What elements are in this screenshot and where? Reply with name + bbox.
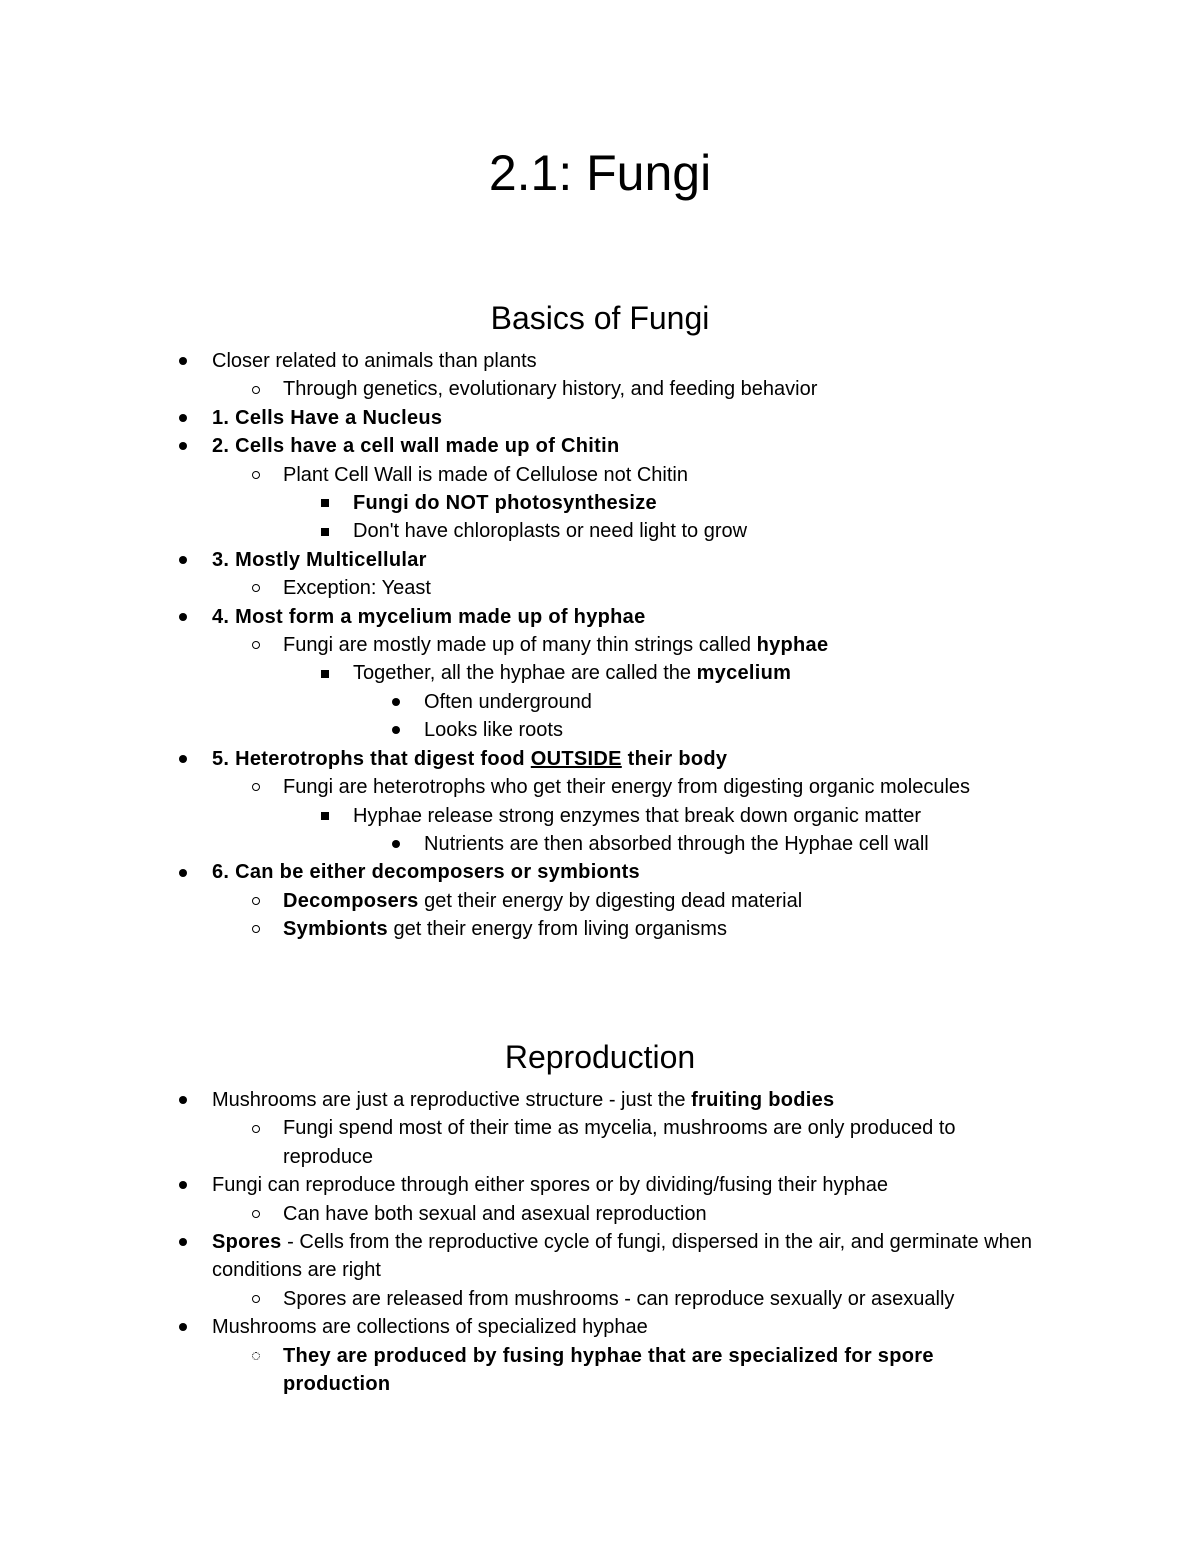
list-item xyxy=(0,404,1200,432)
page-title: 2.1: Fungi xyxy=(488,145,712,201)
bullet-dot-icon xyxy=(389,716,403,744)
bullet-dot-icon xyxy=(176,347,190,375)
section-heading-reproduction: Reproduction xyxy=(504,1039,696,1075)
list-item-text: 3. Mostly Multicellular xyxy=(212,548,427,571)
list-item xyxy=(0,1313,1200,1341)
list-item-text: Fungi are mostly made up of many thin strings called hyphae xyxy=(283,634,829,657)
list-item-text: Nutrients are then absorbed through the Hyphae cell wall xyxy=(424,832,929,855)
reproduction-list xyxy=(0,1086,1200,1398)
list-item xyxy=(0,461,1200,489)
list-item-text: Symbionts get their energy from living organisms xyxy=(283,918,727,941)
list-item-text: Spores - Cells from the reproductive cycle of fungi, dispersed in the air, and germinate when conditions are right xyxy=(212,1231,1032,1282)
bullet-dot-icon xyxy=(176,1313,190,1341)
list-item xyxy=(0,858,1200,886)
list-item xyxy=(0,773,1200,801)
list-item xyxy=(0,915,1200,943)
list-item xyxy=(0,659,1200,687)
list-item xyxy=(0,830,1200,858)
list-item-text: Fungi are heterotrophs who get their energy from digesting organic molecules xyxy=(283,776,971,799)
bullet-dot-icon xyxy=(176,1171,190,1199)
list-item xyxy=(0,1228,1200,1285)
bullet-circle-icon xyxy=(249,375,263,403)
list-item xyxy=(0,432,1200,460)
bullet-dot-icon xyxy=(389,688,403,716)
bullet-circle-icon xyxy=(249,1200,263,1228)
list-item-text: Mushrooms are just a reproductive structure - just the fruiting bodies xyxy=(212,1089,835,1111)
bullet-circle-icon xyxy=(249,1114,263,1142)
bullet-dot-icon xyxy=(176,404,190,432)
list-item-text: Hyphae release strong enzymes that break down organic matter xyxy=(353,804,922,827)
bullet-dot-icon xyxy=(176,745,190,773)
list-item-text: Through genetics, evolutionary history, and feeding behavior xyxy=(283,378,818,401)
bullet-circle-icon xyxy=(249,1285,263,1313)
list-item-text: Often underground xyxy=(424,690,592,713)
list-item xyxy=(0,546,1200,574)
list-item xyxy=(0,887,1200,915)
list-item xyxy=(0,1114,1200,1171)
list-item-text: Spores are released from mushrooms - can reproduce sexually or asexually xyxy=(283,1287,955,1310)
list-item xyxy=(0,603,1200,631)
list-item-text: 6. Can be either decomposers or symbionts xyxy=(212,861,640,884)
list-item xyxy=(0,688,1200,716)
list-item-text: Closer related to animals than plants xyxy=(212,350,537,372)
list-item xyxy=(0,716,1200,744)
list-item xyxy=(0,347,1200,375)
list-item xyxy=(0,574,1200,602)
list-item xyxy=(0,745,1200,773)
list-item-text: Fungi do NOT photosynthesize xyxy=(353,492,657,515)
list-item-text: 5. Heterotrophs that digest food OUTSIDE their body xyxy=(212,747,728,770)
list-item xyxy=(0,1342,1200,1399)
list-item xyxy=(0,1086,1200,1114)
list-item-text: 2. Cells have a cell wall made up of Chitin xyxy=(212,435,620,458)
list-item xyxy=(0,1200,1200,1228)
bullet-dot-icon xyxy=(389,830,403,858)
bullet-circle-icon xyxy=(249,574,263,602)
list-item-text: 1. Cells Have a Nucleus xyxy=(212,406,443,429)
list-item-text: Looks like roots xyxy=(424,719,563,742)
list-item-text: They are produced by fusing hyphae that are specialized for spore production xyxy=(283,1344,934,1396)
list-item-text: Don't have chloroplasts or need light to grow xyxy=(353,520,748,543)
list-item-text: Fungi spend most of their time as mycelia, mushrooms are only produced to reproduce xyxy=(283,1117,956,1168)
list-item-text: 4. Most form a mycelium made up of hyphae xyxy=(212,605,646,628)
list-item-text: Fungi can reproduce through either spores or by dividing/fusing their hyphae xyxy=(212,1174,888,1197)
bullet-circle-icon xyxy=(249,461,263,489)
list-item xyxy=(0,1171,1200,1199)
list-item-text: Exception: Yeast xyxy=(283,577,431,600)
list-item xyxy=(0,802,1200,830)
bullet-circle-icon xyxy=(249,773,263,801)
bullet-square-icon xyxy=(318,517,332,545)
bullet-dot-icon xyxy=(176,603,190,631)
list-item-text: Can have both sexual and asexual reproduction xyxy=(283,1202,707,1225)
bullet-square-icon xyxy=(318,489,332,517)
list-item-text: Together, all the hyphae are called the mycelium xyxy=(353,662,792,685)
list-item-text: Decomposers get their energy by digesting dead material xyxy=(283,889,803,912)
list-item-text: Mushrooms are collections of specialized hyphae xyxy=(212,1316,648,1339)
list-item xyxy=(0,375,1200,403)
bullet-square-icon xyxy=(318,659,332,687)
basics-list xyxy=(0,347,1200,944)
bullet-dot-icon xyxy=(176,1086,190,1114)
bullet-dot-icon xyxy=(176,546,190,574)
list-item xyxy=(0,631,1200,659)
bullet-circle-icon xyxy=(249,915,263,943)
bullet-circle-icon xyxy=(249,631,263,659)
list-item xyxy=(0,489,1200,517)
bullet-dotted-circle-icon xyxy=(249,1342,263,1370)
bullet-circle-icon xyxy=(249,887,263,915)
bullet-square-icon xyxy=(318,802,332,830)
bullet-dot-icon xyxy=(176,858,190,886)
list-item xyxy=(0,517,1200,545)
bullet-dot-icon xyxy=(176,1228,190,1256)
list-item xyxy=(0,1285,1200,1313)
section-heading-basics: Basics of Fungi xyxy=(490,300,710,336)
list-item-text: Plant Cell Wall is made of Cellulose not Chitin xyxy=(283,463,688,486)
bullet-dot-icon xyxy=(176,432,190,460)
